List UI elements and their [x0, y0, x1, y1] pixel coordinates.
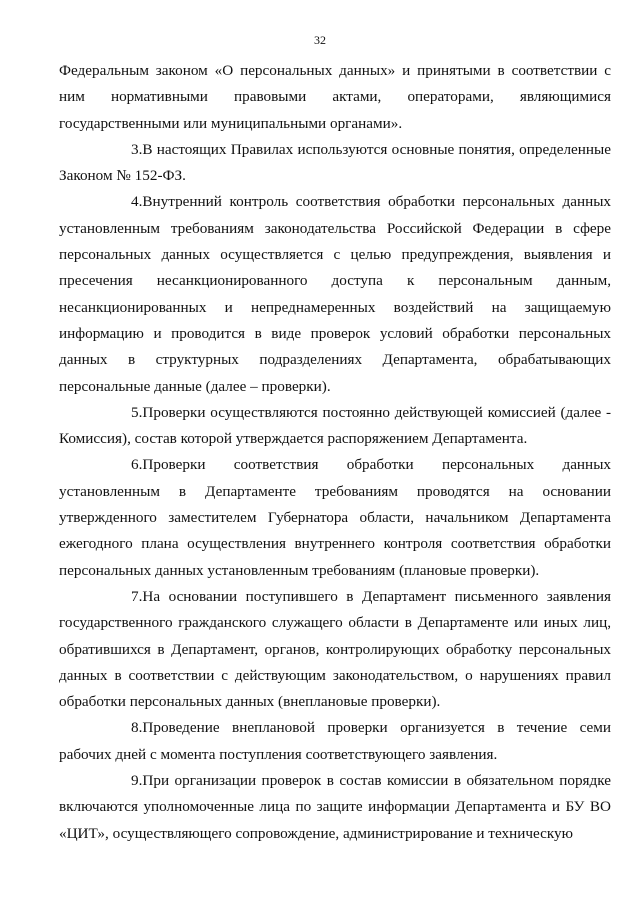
document-body [59, 58, 611, 847]
paragraph-9 [59, 768, 611, 847]
paragraph-text: На основании поступившего в Департамент письменного заявления государственного гражданского служащего области в Департаменте или иных лиц, обратившихся в Департамент, органов, контролирующих обработку персональных данных в соответствии с действующим законодательством, о нарушениях правил обработки персональных данных (внеплановые проверки). [59, 587, 611, 711]
paragraph-text: При организации проверок в состав комиссии в обязательном порядке включаются уполномоченные лица по защите информации Департамента и БУ ВО «ЦИТ», осуществляющего сопровождение, администрирование и техническую [59, 772, 611, 842]
paragraph-text: Федеральным законом «О персональных данных» и принятыми в соответствии с ним нормативными правовыми актами, операторами, являющимися государственными или муниципальными органами». [59, 62, 611, 132]
paragraph-5 [59, 400, 611, 453]
paragraph-text: Проверки осуществляются постоянно действующей комиссией (далее - Комиссия), состав которой утверждается распоряжением Департамента. [59, 403, 611, 448]
paragraph-number: 4. [131, 193, 143, 211]
paragraph-4 [59, 189, 611, 399]
paragraph-number: 5. [131, 403, 143, 421]
paragraph-number: 3. [131, 140, 143, 158]
page-number: 32 [314, 33, 326, 47]
paragraph-number: 6. [131, 456, 143, 474]
paragraph-text: В настоящих Правилах используются основные понятия, определенные Законом № 152-ФЗ. [59, 140, 611, 185]
paragraph-6 [59, 452, 611, 583]
paragraph-7 [59, 584, 611, 715]
paragraph-text: Внутренний контроль соответствия обработки персональных данных установленным требованиям законодательства Российской Федерации в сфере персональных данных осуществляется с целью предупреждения, выявления и пресечения несанкционированного доступа к персональным данным, несанкционированных и непреднамеренных воздействий на защищаемую информацию и проводится в виде проверок условий обработки персональных данных в структурных подразделениях Департамента, обрабатывающих персональные данные (далее – проверки). [59, 193, 611, 395]
paragraph-number: 7. [131, 587, 143, 605]
paragraph-continuation [59, 58, 611, 137]
paragraph-3 [59, 137, 611, 190]
paragraph-8 [59, 715, 611, 768]
paragraph-number: 8. [131, 719, 143, 737]
paragraph-number: 9. [131, 772, 143, 790]
paragraph-text: Проверки соответствия обработки персональных данных установленным в Департаменте требованиям проводятся на основании утвержденного заместителем Губернатора области, начальником Департамента ежегодного плана осуществления внутреннего контроля соответствия обработки персональных данных установленным требованиям (плановые проверки). [59, 456, 611, 579]
paragraph-text: Проведение внеплановой проверки организуется в течение семи рабочих дней с момента поступления соответствующего заявления. [59, 719, 611, 763]
